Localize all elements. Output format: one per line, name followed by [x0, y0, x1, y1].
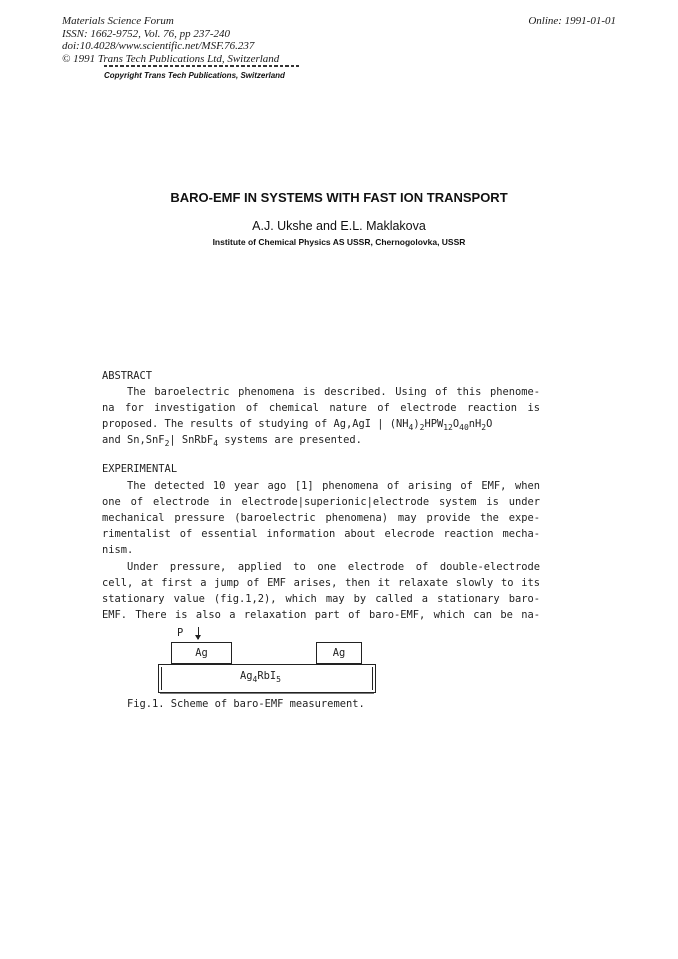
left-electrode: Ag [171, 642, 232, 664]
figure-caption: Fig.1. Scheme of baro-EMF measurement. [127, 698, 365, 710]
figure-baseline [160, 693, 374, 694]
abstract-line-4: and Sn,SnF$_2$| SnRbF$_4$ systems are presented. [102, 434, 362, 448]
exp-p1-line-5: nism. [102, 544, 134, 556]
electrolyte-label: $Ag_4RbI_5$ [240, 670, 281, 684]
scan-artifact [104, 64, 299, 69]
abstract-line-3: proposed. The results of studying of Ag,AgI | $(NH_4)_2HPW_{12}O_{40}nH_2O$ [102, 418, 493, 432]
right-electrode: Ag [316, 642, 362, 664]
exp-p2-line-1: Under pressure, applied to one electrode of double-electrode [127, 561, 540, 573]
copyright-small: Copyright Trans Tech Publications, Switzerland [104, 71, 285, 80]
issn-line: ISSN: 1662-9752, Vol. 76, pp 237-240 [62, 27, 231, 40]
exp-p1-line-1: The detected 10 year ago [1] phenomena of arising of EMF, when [127, 480, 540, 492]
paper-title: BARO-EMF IN SYSTEMS WITH FAST ION TRANSPORT [170, 190, 508, 205]
exp-p1-line-3: mechanical pressure (baroelectric phenomena) may provide the expe- [102, 512, 540, 524]
experimental-heading: EXPERIMENTAL [102, 463, 178, 475]
exp-p2-line-3: stationary value (fig.1,2), which may by called a stationary baro- [102, 593, 540, 605]
exp-p1-line-4: rimentalist of essential information about elecrode reaction mecha- [102, 528, 540, 540]
exp-p2-line-4: EMF. There is also a relaxation part of baro-EMF, which can be na- [102, 609, 540, 621]
exp-p2-line-2: cell, at first a jump of EMF arises, then it relaxate slowly to its [102, 577, 540, 589]
pressure-label: P [177, 627, 184, 639]
paper-authors: A.J. Ukshe and E.L. Maklakova [252, 219, 426, 233]
pressure-arrow-icon [198, 627, 199, 639]
journal-name: Materials Science Forum [62, 15, 174, 27]
journal-metadata [62, 15, 279, 65]
exp-p1-line-2: one of electrode in electrode|superionic|electrode system is under [102, 496, 540, 508]
copyright-line: © 1991 Trans Tech Publications Ltd, Switzerland [62, 52, 280, 65]
abstract-line-1: The baroelectric phenomena is described. Using of this phenome- [127, 386, 540, 398]
abstract-line-2: na for investigation of chemical nature of electrode reaction is [102, 402, 540, 414]
abstract-heading: ABSTRACT [102, 370, 153, 382]
paper-affiliation: Institute of Chemical Physics AS USSR, Chernogolovka, USSR [212, 237, 466, 247]
online-date: Online: 1991-01-01 [528, 15, 616, 27]
doi-line: doi:10.4028/www.scientific.net/MSF.76.237 [62, 40, 255, 52]
